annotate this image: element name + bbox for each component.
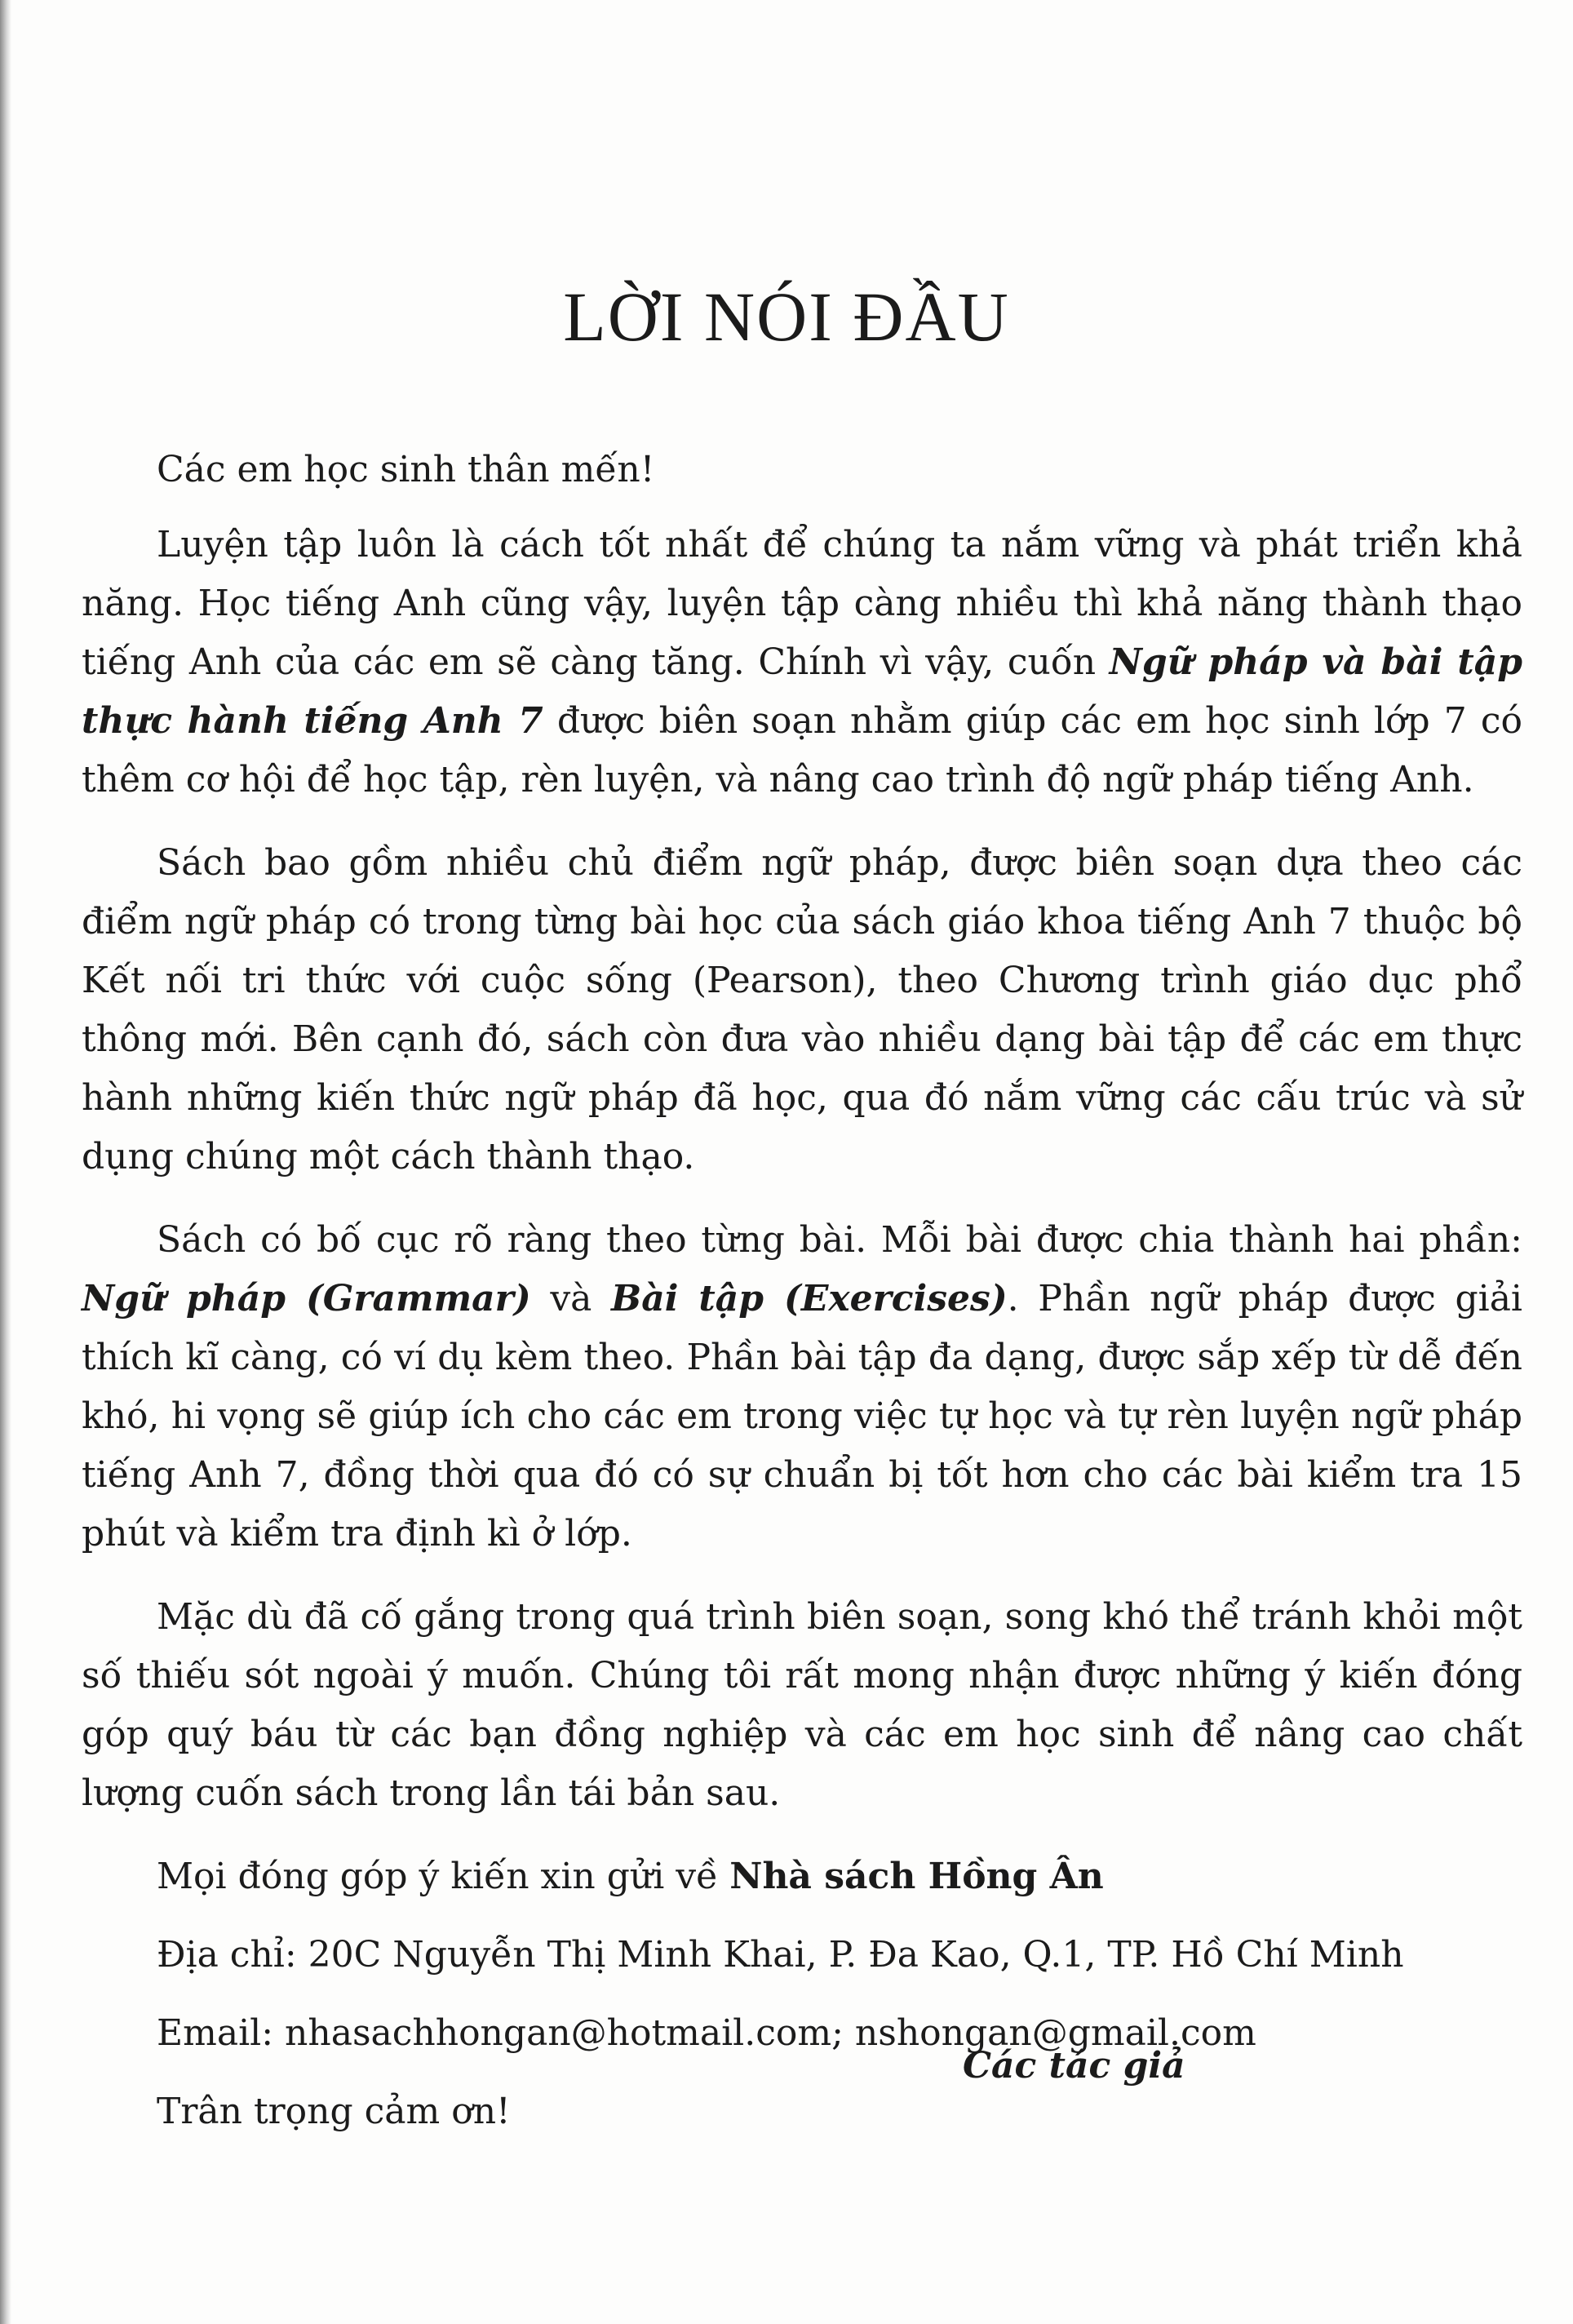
paragraph-3 bbox=[82, 1211, 1522, 1563]
email-line: Email: nhasachhongan@hotmail.com; nshongan@gmail.com bbox=[157, 2012, 1256, 2054]
greeting: Các em học sinh thân mến! bbox=[157, 449, 655, 490]
preface-body bbox=[82, 441, 1522, 2161]
paragraph-3-text-after: . Phần ngữ pháp được giải thích kĩ càng, có ví dụ kèm theo. Phần bài tập đa dạng, được sắp xếp từ dễ đến khó, hi vọng sẽ giúp ích cho các em trong việc tự học và tự rèn luyện ngữ pháp tiếng Anh 7, đồng thời qua đó có sự chuẩn bị tốt hơn cho các bài kiểm tra 15 phút và kiểm tra định kì ở lớp. bbox=[82, 1278, 1523, 1555]
paragraph-3-and: và bbox=[530, 1278, 612, 1319]
exercises-term: Bài tập (Exercises) bbox=[611, 1278, 1008, 1319]
address-line: Địa chỉ: 20C Nguyễn Thị Minh Khai, P. Đa Kao, Q.1, TP. Hồ Chí Minh bbox=[157, 1934, 1404, 1976]
paragraph-2: Sách bao gồm nhiều chủ điểm ngữ pháp, được biên soạn dựa theo các điểm ngữ pháp có trong từng bài học của sách giáo khoa tiếng Anh 7 thuộc bộ Kết nối tri thức với cuộc sống (Pearson), theo Chương trình giáo dục phổ thông mới. Bên cạnh đó, sách còn đưa vào nhiều dạng bài tập để các em thực hành những kiến thức ngữ pháp đã học, qua đó nắm vững các cấu trúc và sử dụng chúng một cách thành thạo. bbox=[82, 842, 1522, 1178]
page-title: LỜI NÓI ĐẦU bbox=[563, 277, 1010, 356]
paragraph-3-text-before: Sách có bố cục rõ ràng theo từng bài. Mỗi bài được chia thành hai phần: bbox=[157, 1219, 1522, 1261]
publisher-name: Nhà sách Hồng Ân bbox=[729, 1856, 1104, 1897]
grammar-term: Ngữ pháp (Grammar) bbox=[82, 1278, 531, 1319]
paragraph-4: Mặc dù đã cố gắng trong quá trình biên soạn, song khó thể tránh khỏi một số thiếu sót ngoài ý muốn. Chúng tôi rất mong nhận được những ý kiến đóng góp quý báu từ các bạn đồng nghiệp và các em học sinh để nâng cao chất lượng cuốn sách trong lần tái bản sau. bbox=[82, 1596, 1522, 1814]
paragraph-1 bbox=[82, 516, 1522, 809]
contact-intro-text: Mọi đóng góp ý kiến xin gửi về bbox=[157, 1856, 730, 1897]
signature: Các tác giả bbox=[963, 2045, 1185, 2087]
book-title: Ngữ pháp và bài tập thực hành tiếng Anh 7 bbox=[82, 641, 1522, 742]
contact-intro bbox=[82, 1847, 1522, 1906]
paragraph-1-text-before: Luyện tập luôn là cách tốt nhất để chúng ta nắm vững và phát triển khả năng. Học tiếng Anh cũng vậy, luyện tập càng nhiều thì khả năng thành thạo tiếng Anh của các em sẽ càng tăng. Chính vì vậy, cuốn bbox=[82, 524, 1522, 683]
paragraph-1-text-after: được biên soạn nhằm giúp các em học sinh lớp 7 có thêm cơ hội để học tập, rèn luyện, và nâng cao trình độ ngữ pháp tiếng Anh. bbox=[82, 700, 1522, 801]
thanks-line: Trân trọng cảm ơn! bbox=[157, 2091, 511, 2132]
